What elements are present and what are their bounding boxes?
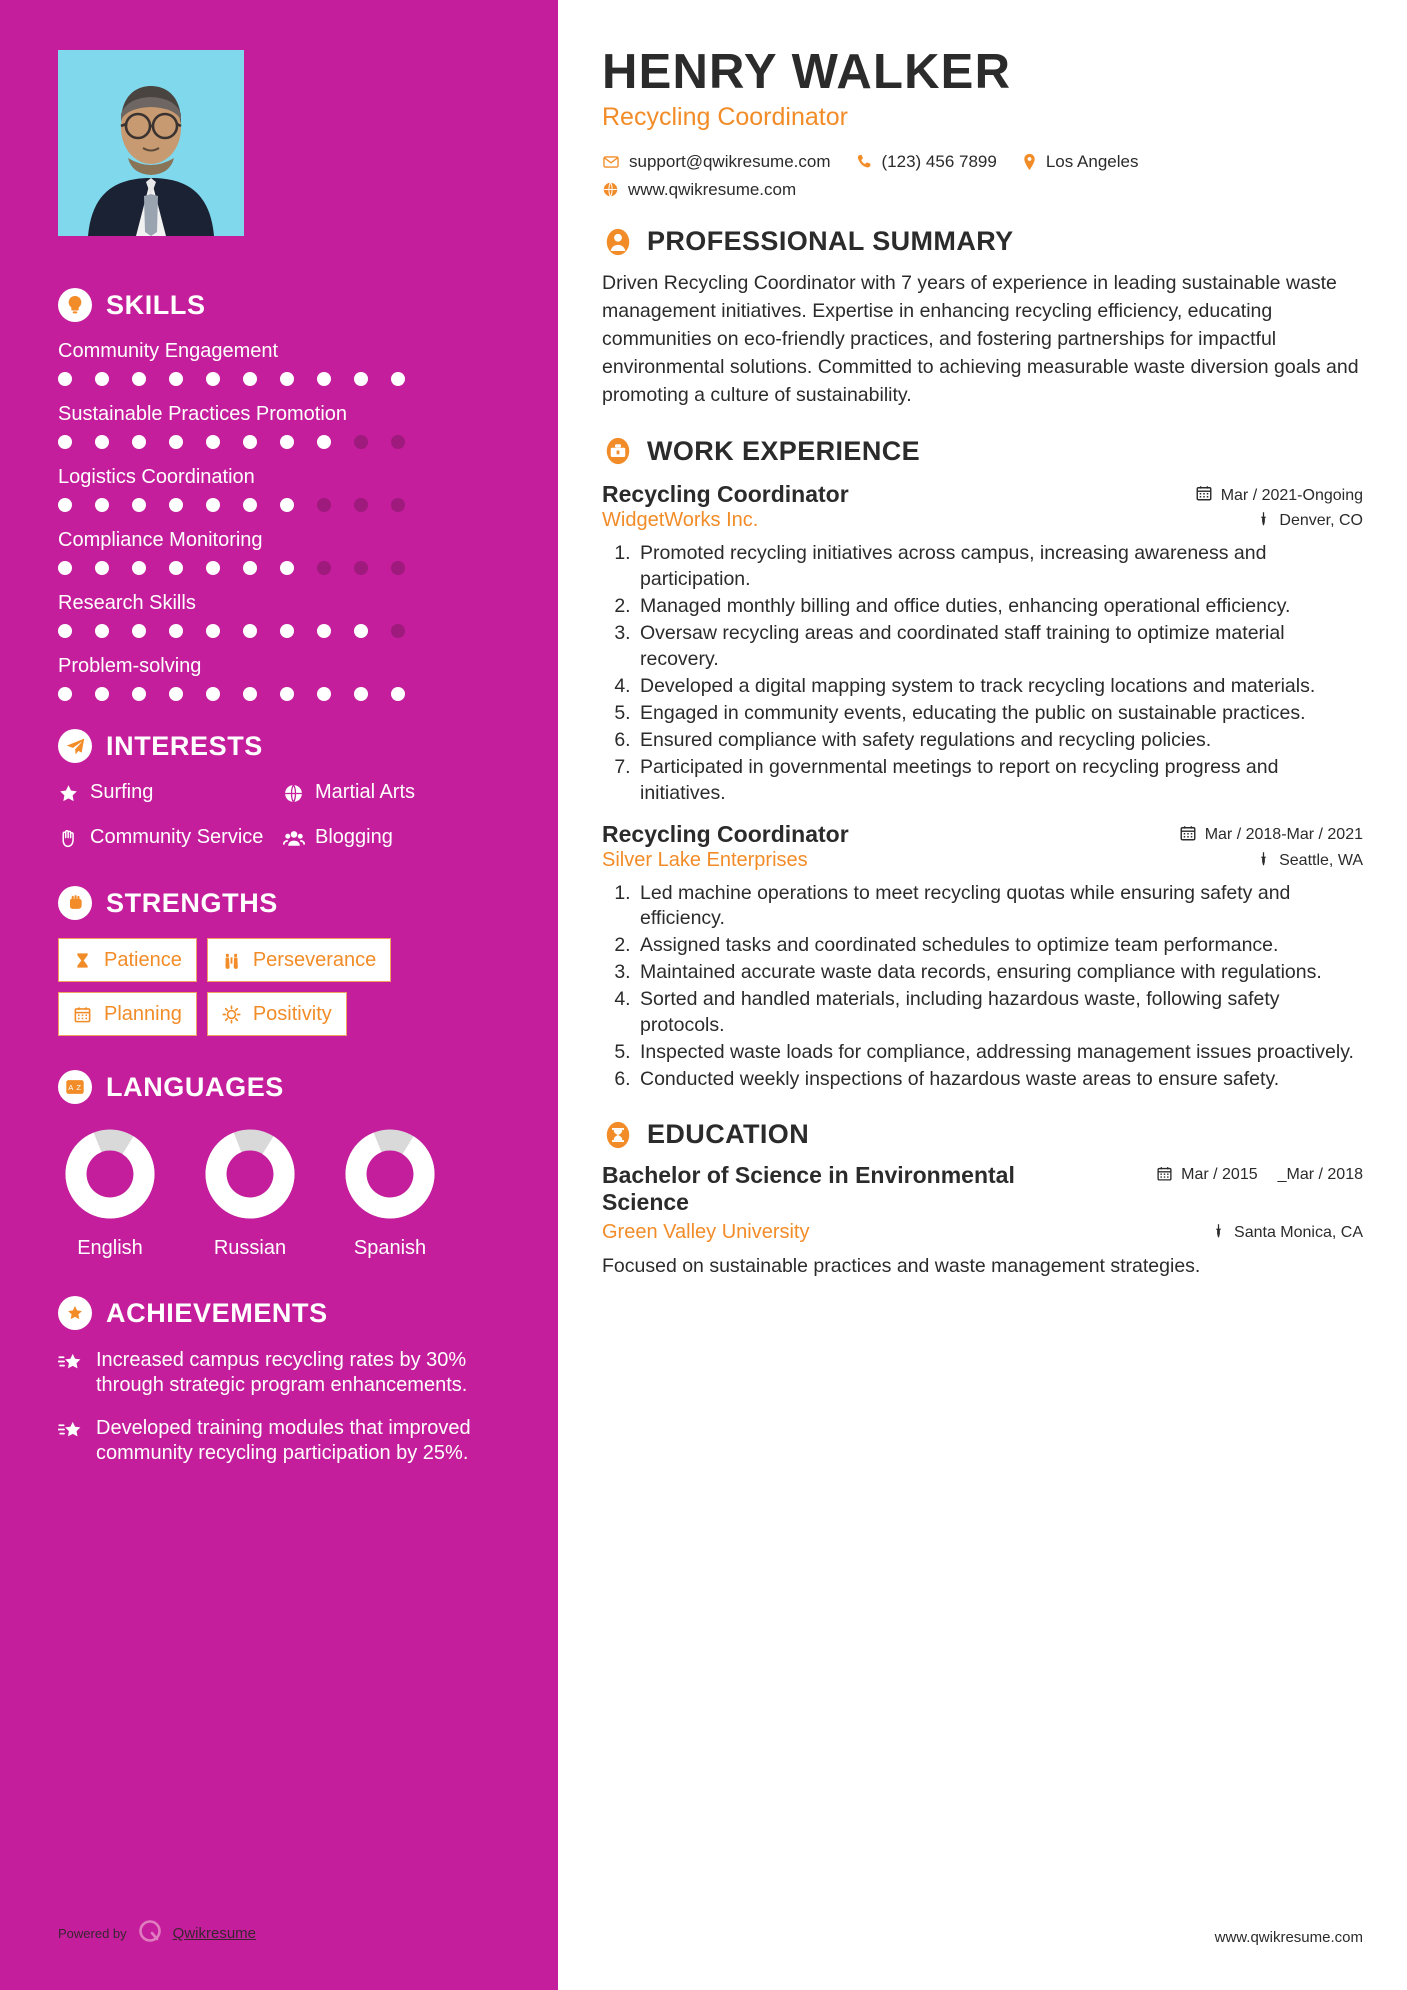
skill-dot xyxy=(280,498,294,512)
skill-dot xyxy=(169,624,183,638)
contact-value: Los Angeles xyxy=(1045,151,1139,171)
skill-dot xyxy=(317,435,331,449)
skill-dot xyxy=(391,372,405,386)
skills-heading xyxy=(58,288,500,322)
skill-dot xyxy=(95,561,109,575)
strength-chip xyxy=(207,992,347,1036)
job-company: Silver Lake Enterprises xyxy=(602,848,808,871)
skill-dot xyxy=(280,687,294,701)
map-pin-icon xyxy=(1022,153,1037,171)
skill-rating-dots xyxy=(58,624,500,638)
education-start-date: Mar / 2015 xyxy=(1181,1165,1258,1183)
interests-list xyxy=(58,781,500,856)
skill-dot xyxy=(206,624,220,638)
skill-dot xyxy=(354,435,368,449)
user-icon xyxy=(602,226,634,258)
strength-label: Planning xyxy=(104,1002,182,1025)
skill-dot xyxy=(206,372,220,386)
achievements-list xyxy=(58,1348,500,1466)
job-bullet: 4. Sorted and handled materials, including hazardous waste, following safety protocols. xyxy=(636,987,1363,1039)
achievement-item xyxy=(58,1348,500,1398)
calendar-icon xyxy=(1156,1165,1173,1187)
languages-heading xyxy=(58,1070,500,1104)
education-degree: Bachelor of Science in Environmental Science xyxy=(602,1161,1015,1215)
website-row xyxy=(602,180,1363,200)
achievement-text: Developed training modules that improved community recycling participation by 25%. xyxy=(96,1416,471,1464)
skill-dot xyxy=(317,687,331,701)
skill-dot xyxy=(243,561,257,575)
skill-dot xyxy=(132,435,146,449)
page-title: HENRY WALKER xyxy=(602,45,1012,99)
pin-icon xyxy=(1256,851,1271,871)
skill-item xyxy=(58,592,500,638)
skill-dot xyxy=(391,561,405,575)
job-company: WidgetWorks Inc. xyxy=(602,509,759,532)
language-label: Spanish xyxy=(353,1237,427,1260)
skill-label: Research Skills xyxy=(58,592,196,614)
skill-dot xyxy=(58,624,72,638)
job-location xyxy=(1256,851,1363,871)
sidebar-footer xyxy=(58,1917,256,1950)
job-dates xyxy=(1179,824,1363,847)
skill-dot xyxy=(243,372,257,386)
skill-dot xyxy=(391,687,405,701)
skill-dot xyxy=(317,561,331,575)
main-content xyxy=(558,0,1407,1990)
skill-item xyxy=(58,655,500,701)
education-school: Green Valley University xyxy=(602,1221,810,1244)
education-entry-header xyxy=(602,1162,1363,1215)
skill-label: Problem-solving xyxy=(58,655,202,677)
skill-dot xyxy=(354,687,368,701)
skill-dot xyxy=(243,435,257,449)
interest-label: Surfing xyxy=(90,781,154,803)
skill-dot xyxy=(354,498,368,512)
lightbulb-icon xyxy=(58,288,92,322)
job-header xyxy=(602,821,1363,848)
skill-dot xyxy=(391,498,405,512)
skill-dot xyxy=(58,435,72,449)
language-donut-chart xyxy=(58,1122,162,1226)
education-title: EDUCATION xyxy=(647,1119,810,1150)
main-footer-url: www.qwikresume.com xyxy=(1214,1929,1363,1946)
job-bullet: 3. Maintained accurate waste data records, ensuring compliance with regulations. xyxy=(636,960,1363,986)
work-experience-section xyxy=(602,435,1363,1093)
pin-icon xyxy=(1256,511,1271,531)
interest-item xyxy=(283,826,500,857)
job-bullet: 5. Engaged in community events, educating the public on sustainable practices. xyxy=(636,701,1363,727)
interest-item xyxy=(58,781,275,811)
skill-dot xyxy=(58,561,72,575)
interest-label: Community Service xyxy=(90,825,264,848)
job-subheader xyxy=(602,509,1363,532)
language-donut-chart xyxy=(338,1122,442,1226)
calendar-icon xyxy=(73,1005,93,1024)
job-location-text: Denver, CO xyxy=(1279,512,1363,530)
job-title: Recycling Coordinator xyxy=(602,820,849,847)
summary-text: Driven Recycling Coordinator with 7 years of experience in leading sustainable waste management initiatives. Expertise in enhancing recycling efficiency, educating communities on eco-friendly practices, and fostering partnerships for impactful environmental solutions. Committed to achieving measurable waste diversion goals and promoting a culture of sustainability. xyxy=(602,271,1359,407)
interest-item xyxy=(283,781,500,811)
strengths-section xyxy=(58,886,500,1036)
qwikresume-link[interactable]: Qwikresume xyxy=(172,1925,257,1942)
contact-phone[interactable] xyxy=(856,152,997,172)
jobs-list xyxy=(602,481,1363,1093)
paper-plane-icon xyxy=(58,729,92,763)
job-location xyxy=(1256,511,1363,531)
users-icon xyxy=(283,828,305,857)
achievements-title: ACHIEVEMENTS xyxy=(106,1297,328,1328)
skill-dot xyxy=(391,435,405,449)
language-label: Russian xyxy=(213,1237,287,1260)
education-description: Focused on sustainable practices and waste management strategies. xyxy=(602,1255,1201,1278)
interest-label: Martial Arts xyxy=(315,781,416,803)
skills-list xyxy=(58,340,500,701)
strength-chip xyxy=(58,992,197,1036)
skill-dot xyxy=(280,372,294,386)
job-dates-text: Mar / 2021-Ongoing xyxy=(1220,486,1363,504)
job-bullet: 3. Oversaw recycling areas and coordinated staff training to optimize material recovery. xyxy=(636,621,1363,673)
education-location-text: Santa Monica, CA xyxy=(1234,1224,1363,1242)
strength-label: Positivity xyxy=(252,1002,332,1025)
profile-photo xyxy=(58,50,244,236)
sun-icon xyxy=(222,1005,242,1024)
job-entry xyxy=(602,821,1363,1093)
skill-dot xyxy=(317,372,331,386)
job-header xyxy=(602,481,1363,508)
skill-dot xyxy=(58,372,72,386)
job-bullet: 1. Led machine operations to meet recycling quotas while ensuring safety and efficiency. xyxy=(636,881,1363,933)
strengths-title: STRENGTHS xyxy=(106,887,278,918)
skill-dot xyxy=(132,498,146,512)
job-dates-text: Mar / 2018-Mar / 2021 xyxy=(1204,826,1363,844)
interests-section xyxy=(58,729,500,856)
qwikresume-logo-icon xyxy=(136,1917,164,1950)
skill-dot xyxy=(243,687,257,701)
job-title: Recycling Coordinator xyxy=(602,481,849,508)
education-dates xyxy=(1156,1162,1363,1187)
calendar-icon xyxy=(1195,484,1213,507)
skill-label: Sustainable Practices Promotion xyxy=(58,403,348,425)
calendar-icon xyxy=(1179,824,1197,847)
briefcase-icon xyxy=(602,435,634,467)
profile-photo-image xyxy=(58,50,244,236)
skill-rating-dots xyxy=(58,561,500,575)
skill-dot xyxy=(132,372,146,386)
contact-website[interactable] xyxy=(602,180,796,200)
strength-chip xyxy=(207,938,391,982)
interests-heading xyxy=(58,729,500,763)
languages-list xyxy=(58,1122,500,1260)
summary-title: PROFESSIONAL SUMMARY xyxy=(647,226,1014,257)
strengths-heading xyxy=(58,886,500,920)
strengths-list xyxy=(58,938,500,1036)
skill-dot xyxy=(95,435,109,449)
contact-value: (123) 456 7899 xyxy=(881,151,997,171)
skill-dot xyxy=(58,498,72,512)
skill-dot xyxy=(95,498,109,512)
website-text: www.qwikresume.com xyxy=(628,179,797,199)
skill-dot xyxy=(206,498,220,512)
svg-text:A: A xyxy=(68,1083,74,1093)
contact-value: support@qwikresume.com xyxy=(629,151,831,171)
interest-item xyxy=(58,826,275,857)
skill-rating-dots xyxy=(58,687,500,701)
hourglass-icon xyxy=(73,951,93,970)
sidebar xyxy=(0,0,558,1990)
skill-dot xyxy=(317,498,331,512)
skill-dot xyxy=(206,687,220,701)
skill-dot xyxy=(95,687,109,701)
skill-rating-dots xyxy=(58,498,500,512)
job-dates xyxy=(1195,484,1363,507)
skill-dot xyxy=(206,561,220,575)
skill-label: Compliance Monitoring xyxy=(58,529,263,551)
job-location-text: Seattle, WA xyxy=(1279,851,1363,869)
professional-summary-section xyxy=(602,226,1363,409)
skills-section xyxy=(58,288,500,701)
job-bullet: 7. Participated in governmental meetings to report on recycling progress and initiatives. xyxy=(636,755,1363,807)
skill-dot xyxy=(132,624,146,638)
strength-chip xyxy=(58,938,197,982)
skill-dot xyxy=(206,435,220,449)
powered-by-label: Powered by xyxy=(58,1926,127,1941)
star-icon xyxy=(58,783,80,811)
strength-label: Patience xyxy=(104,948,182,971)
job-bullet: 5. Inspected waste loads for compliance, addressing management issues proactively. xyxy=(636,1040,1363,1066)
globe-icon xyxy=(283,783,305,811)
job-bullet: 4. Developed a digital mapping system to track recycling locations and materials. xyxy=(636,674,1363,700)
job-bullet: 6. Ensured compliance with safety regulations and recycling policies. xyxy=(636,728,1363,754)
language-item xyxy=(58,1122,162,1260)
phone-icon xyxy=(856,153,873,170)
languages-title: LANGUAGES xyxy=(106,1071,284,1102)
skill-dot xyxy=(132,561,146,575)
job-bullets xyxy=(602,541,1363,806)
languages-section xyxy=(58,1070,500,1260)
education-subrow xyxy=(602,1221,1363,1244)
skill-dot xyxy=(95,624,109,638)
contact-envelope[interactable] xyxy=(602,152,831,172)
achievements-heading xyxy=(58,1296,500,1330)
education-location xyxy=(1211,1223,1363,1243)
job-bullet: 6. Conducted weekly inspections of hazardous waste areas to ensure safety. xyxy=(636,1067,1363,1093)
hand-icon xyxy=(58,828,80,856)
skill-item xyxy=(58,529,500,575)
job-entry xyxy=(602,481,1363,806)
skill-dot xyxy=(243,624,257,638)
skill-rating-dots xyxy=(58,435,500,449)
language-donut-chart xyxy=(198,1122,302,1226)
job-bullet: 2. Managed monthly billing and office duties, enhancing operational efficiency. xyxy=(636,594,1363,620)
skill-label: Community Engagement xyxy=(58,340,279,362)
language-item xyxy=(338,1122,442,1260)
contact-row xyxy=(602,152,1363,172)
job-subheader xyxy=(602,849,1363,872)
job-bullet: 1. Promoted recycling initiatives across campus, increasing awareness and participation. xyxy=(636,541,1363,593)
interests-title: INTERESTS xyxy=(106,730,263,761)
work-heading xyxy=(602,435,1363,467)
globe-icon xyxy=(602,181,619,198)
fist-icon xyxy=(58,886,92,920)
language-label: English xyxy=(77,1237,143,1260)
skill-dot xyxy=(169,435,183,449)
skill-dot xyxy=(280,561,294,575)
skill-item xyxy=(58,403,500,449)
skill-dot xyxy=(391,624,405,638)
skill-dot xyxy=(169,687,183,701)
skill-dot xyxy=(354,372,368,386)
skill-dot xyxy=(280,624,294,638)
education-end-date: _Mar / 2018 xyxy=(1277,1165,1363,1183)
skill-item xyxy=(58,340,500,386)
skill-dot xyxy=(317,624,331,638)
skill-label: Logistics Coordination xyxy=(58,466,255,488)
badge-star-icon xyxy=(58,1296,92,1330)
skill-dot xyxy=(169,561,183,575)
pin-icon xyxy=(1211,1223,1226,1243)
envelope-icon xyxy=(602,153,620,171)
strength-label: Perseverance xyxy=(252,948,377,971)
skills-title: SKILLS xyxy=(106,289,206,320)
job-bullet: 2. Assigned tasks and coordinated schedules to optimize team performance. xyxy=(636,933,1363,959)
education-heading xyxy=(602,1119,1363,1151)
skill-dot xyxy=(354,624,368,638)
job-bullets xyxy=(602,881,1363,1093)
education-section xyxy=(602,1119,1363,1281)
graduation-icon xyxy=(602,1119,634,1151)
skill-item xyxy=(58,466,500,512)
skill-rating-dots xyxy=(58,372,500,386)
skill-dot xyxy=(169,372,183,386)
contact-map-pin[interactable] xyxy=(1022,152,1139,172)
summary-heading xyxy=(602,226,1363,258)
job-role-subtitle: Recycling Coordinator xyxy=(602,102,848,131)
binoculars-icon xyxy=(222,951,242,970)
skill-dot xyxy=(354,561,368,575)
shooting-star-icon xyxy=(58,1419,84,1466)
achievement-item xyxy=(58,1416,500,1466)
shooting-star-icon xyxy=(58,1351,84,1398)
skill-dot xyxy=(243,498,257,512)
achievements-section xyxy=(58,1296,500,1466)
skill-dot xyxy=(95,372,109,386)
language-item xyxy=(198,1122,302,1260)
interest-label: Blogging xyxy=(315,825,393,848)
skill-dot xyxy=(280,435,294,449)
translate-icon xyxy=(58,1070,92,1104)
skill-dot xyxy=(169,498,183,512)
skill-dot xyxy=(58,687,72,701)
achievement-text: Increased campus recycling rates by 30% through strategic program enhancements. xyxy=(96,1349,468,1397)
svg-text:Z: Z xyxy=(76,1083,82,1093)
work-title: WORK EXPERIENCE xyxy=(647,435,921,466)
skill-dot xyxy=(132,687,146,701)
